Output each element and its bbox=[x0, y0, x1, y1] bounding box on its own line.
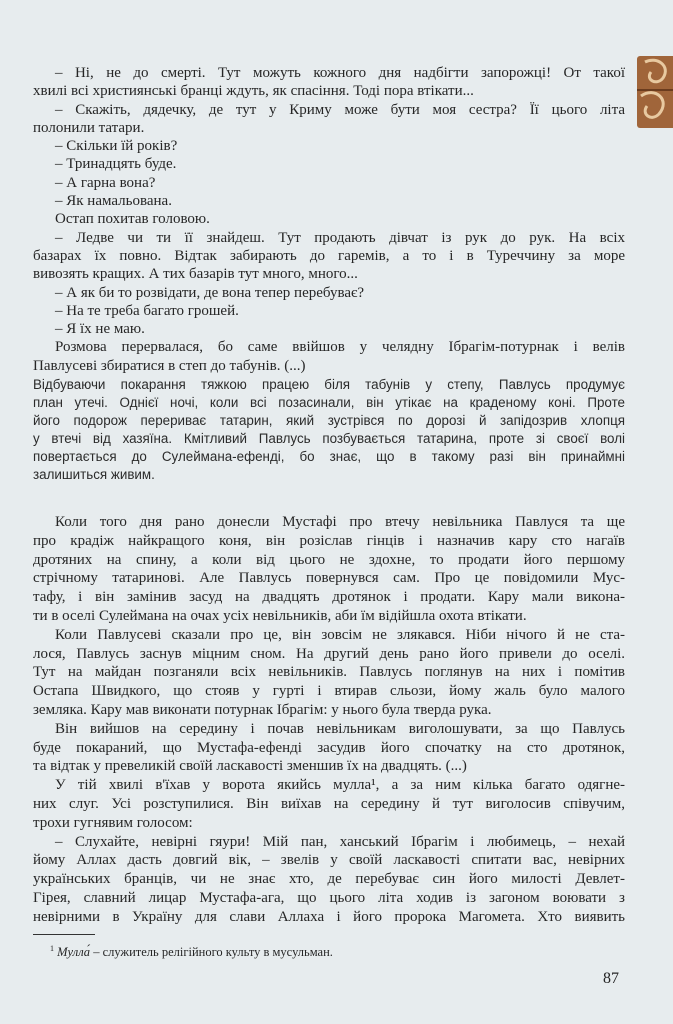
text-line: буде покараний, що Мустафа-ефенді засудив його спочатку на сто дротянок, bbox=[33, 739, 625, 756]
text-line: них слуг. Усі розступилися. Він виїхав на середину й тут виголосив співучим, bbox=[33, 795, 625, 812]
text-line: Відбуваючи покарання тяжкою працею біля табунів у степу, Павлусь продумує bbox=[33, 377, 625, 392]
paragraph bbox=[33, 64, 625, 101]
text-line: хвилі всі християнські бранці ждуть, як спасіння. Тоді пора втікати... bbox=[33, 83, 474, 100]
text-line: Він вийшов на середину і почав невільникам виголошувати, за що Павлусь bbox=[55, 720, 625, 737]
text-line: – На те треба багато грошей. bbox=[55, 302, 239, 319]
paragraph bbox=[33, 302, 625, 320]
text-line: українських бранців, чи не знає хто, де перебуває син його милості Девлет- bbox=[33, 871, 625, 888]
text-line: залишиться живим. bbox=[33, 467, 155, 482]
summary-text bbox=[33, 376, 625, 484]
text-line: – Тринадцять буде. bbox=[55, 156, 177, 173]
text-line: Остап похитав головою. bbox=[55, 211, 210, 228]
text-line: – Я їх не маю. bbox=[55, 321, 145, 338]
text-line: – Ні, не до смерті. Тут можуть кожного дня надбігти запорожці! От такої bbox=[55, 65, 625, 81]
text-line: про крадіж найкращого коня, він розіслав гінців і назначив кару сто нагаїв bbox=[33, 532, 625, 549]
text-line: вивозять кращих. А тих базарів тут много, много... bbox=[33, 266, 358, 283]
text-line: Гірея, славний лицар Мустафа-ага, що цього літа ходив із загоном воювати з bbox=[33, 889, 625, 906]
paragraph bbox=[33, 833, 625, 927]
paragraph bbox=[33, 284, 625, 302]
footnote-term: Мулла́ bbox=[57, 945, 91, 960]
paragraph bbox=[33, 174, 625, 192]
text-line: Павлусеві збиратися в степ до табунів. (...) bbox=[33, 357, 306, 374]
footnote-divider bbox=[33, 934, 95, 935]
paragraph bbox=[33, 192, 625, 210]
footnote bbox=[50, 944, 333, 960]
footnote-mark: 1 bbox=[50, 944, 54, 953]
decorative-ornament-icon bbox=[637, 56, 673, 128]
text-line: Тут на майдан позганяли всіх невільників. Павлусь поглянув на них і помітив bbox=[33, 664, 625, 681]
text-line: та відтак у превеликій своїй ласкавості зменшив їх на двадцять. (...) bbox=[33, 758, 467, 775]
paragraph bbox=[33, 101, 625, 138]
text-line: дротяних на спину, а коли від цього не здохне, то продати його першому bbox=[33, 551, 625, 568]
text-line: Коли Павлусеві сказали про це, він зовсім не злякався. Ніби нічого й не ста- bbox=[55, 626, 625, 643]
text-line: – А гарна вона? bbox=[55, 174, 156, 191]
story-text-part-2 bbox=[33, 513, 625, 927]
footnote-text: – служитель релігійного культу в мусульман. bbox=[90, 945, 333, 960]
text-line: невірними в Україну для слави Аллаха і його пророка Магомета. Хто виявить bbox=[33, 908, 625, 925]
text-line: тафу, і він замінив засуд на двадцять дротянок і продати. Кару мали викона- bbox=[33, 589, 625, 606]
text-line: полонили татари. bbox=[33, 119, 145, 136]
text-line: стрічному татаринові. Але Павлусь повернувся сам. Про це повідомили Мус- bbox=[33, 570, 625, 587]
text-line: Остапа Швидкого, що стояв у гурті і втирав сльози, йому жаль було малого bbox=[33, 683, 625, 700]
paragraph bbox=[33, 720, 625, 776]
text-line: земляка. Кару мав виконати потурнак Ібрагім: у нього була тверда рука. bbox=[33, 701, 492, 718]
text-line: Коли того дня рано донесли Мустафі про втечу невільника Павлуся та ще bbox=[55, 514, 625, 530]
text-line: – Скільки їй років? bbox=[55, 138, 178, 155]
text-line: у втечі від хазяїна. Кмітливий Павлусь позбувається татарина, проте зі своєї волі bbox=[33, 431, 625, 446]
text-line: – Скажіть, дядечку, де тут у Криму може бути моя сестра? Її цього літа bbox=[55, 101, 625, 118]
paragraph bbox=[33, 320, 625, 338]
text-line: його подорож перериває татарин, який зустрівся по дорозі й запідозрив хлопця bbox=[33, 413, 625, 428]
paragraph bbox=[33, 210, 625, 228]
text-line: У тій хвилі в'їхав у ворота якийсь мулла¹, а за ним кілька багато одягне- bbox=[55, 777, 625, 794]
paragraph bbox=[33, 338, 625, 375]
paragraph bbox=[33, 155, 625, 173]
text-line: – Слухайте, невірні гяури! Мій пан, ханський Ібрагім і любимець, – нехай bbox=[55, 833, 625, 850]
paragraph bbox=[33, 229, 625, 284]
paragraph bbox=[33, 776, 625, 832]
text-line: – А як би то розвідати, де вона тепер перебуває? bbox=[55, 284, 365, 301]
text-line: йому Аллах дасть довгий вік, – звелів у своїй ласкавості спитати вас, невірних bbox=[33, 852, 625, 869]
text-line: Розмова перервалася, бо саме ввійшов у челядну Ібрагім-потурнак і велів bbox=[55, 339, 625, 356]
text-line: базарах їх повно. Відтак забирають до гаремів, а то і в Туреччину за море bbox=[33, 247, 625, 264]
text-line: трохи гугнявим голосом: bbox=[33, 814, 193, 831]
paragraph bbox=[33, 137, 625, 155]
story-text-part-1 bbox=[33, 64, 625, 375]
text-line: повертається до Сулеймана-ефенді, бо знає, що в такому разі він принаймні bbox=[33, 449, 625, 464]
paragraph bbox=[33, 626, 625, 720]
text-line: – Ледве чи ти її знайдеш. Тут продають дівчат із рук до рук. На всіх bbox=[55, 229, 625, 246]
text-line: лося, Павлусь заснув міцним сном. На другий день рано його привели до оселі. bbox=[33, 645, 625, 662]
page-number: 87 bbox=[603, 970, 619, 987]
text-line: – Як намальована. bbox=[55, 193, 172, 210]
paragraph bbox=[33, 376, 625, 484]
text-line: ти в оселі Сулеймана на очах усіх невільників, аби їм відійшла охота втікати. bbox=[33, 607, 527, 624]
paragraph bbox=[33, 513, 625, 626]
text-line: план утечі. Однієї ночі, коли всі позасинали, він утікає на краденому коні. Проте bbox=[33, 395, 625, 410]
